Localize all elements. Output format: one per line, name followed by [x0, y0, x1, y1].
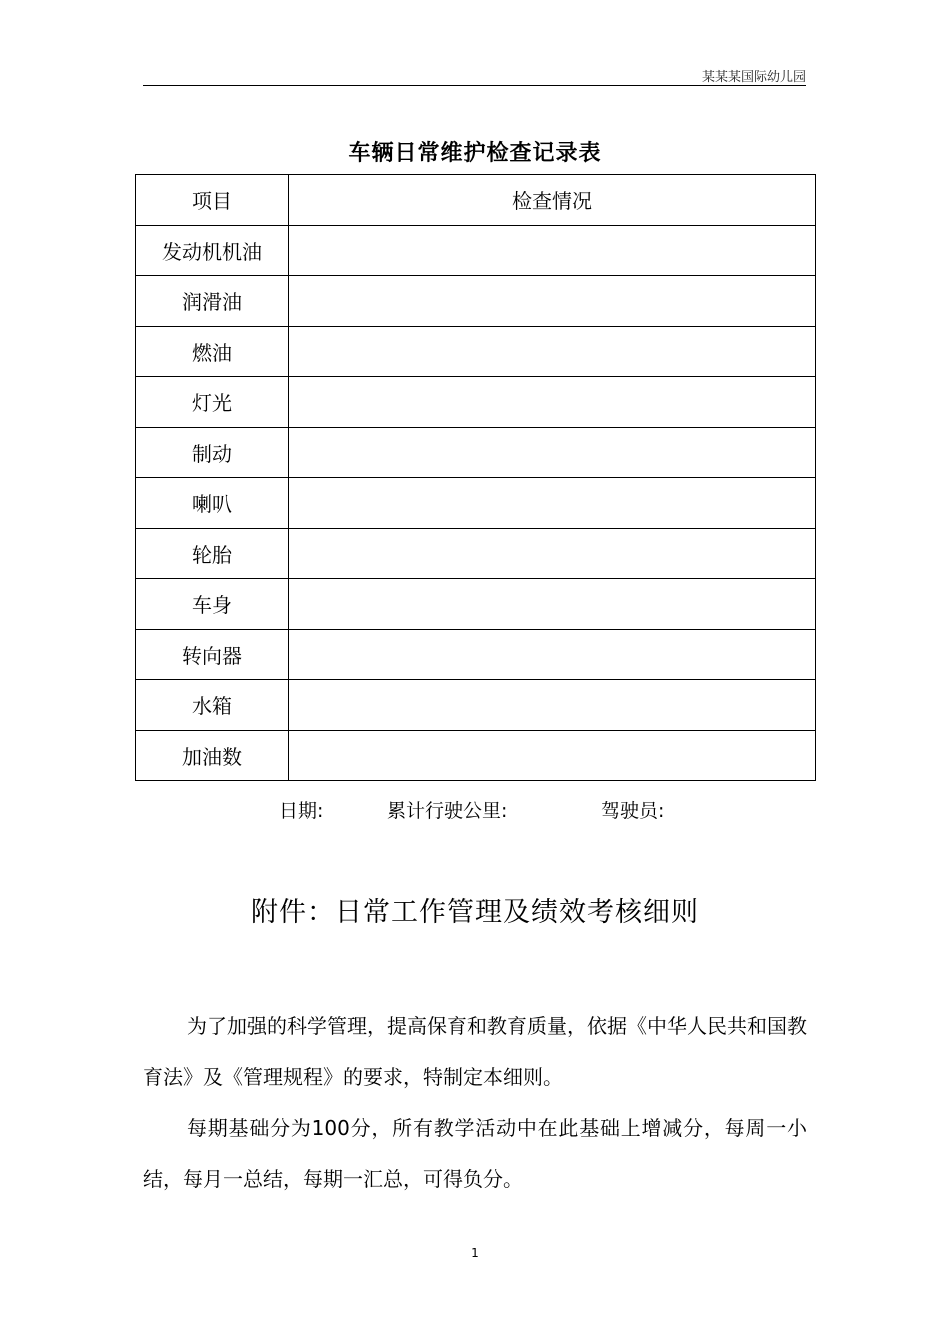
row-item-label: 车身	[136, 579, 289, 630]
row-item-label: 燃油	[136, 326, 289, 377]
header-divider	[143, 85, 806, 86]
page-number: 1	[471, 1246, 479, 1260]
row-status-cell[interactable]	[289, 326, 816, 377]
row-item-label: 灯光	[136, 377, 289, 428]
row-status-cell[interactable]	[289, 225, 816, 276]
row-status-cell[interactable]	[289, 680, 816, 731]
table-row	[136, 730, 816, 781]
row-item-label: 制动	[136, 427, 289, 478]
row-item-label: 发动机机油	[136, 225, 289, 276]
row-item-label: 水箱	[136, 680, 289, 731]
row-item-label: 喇叭	[136, 478, 289, 529]
inspection-table	[135, 174, 816, 781]
row-status-cell[interactable]	[289, 427, 816, 478]
table-row	[136, 225, 816, 276]
row-status-cell[interactable]	[289, 528, 816, 579]
annex-paragraph-2: 每期基础分为100分，所有教学活动中在此基础上增减分，每周一小结，每月一总结，每期一汇总，可得负分。	[143, 1116, 807, 1191]
table-header-row	[136, 175, 816, 226]
table-row	[136, 579, 816, 630]
table-title: 车辆日常维护检查记录表	[348, 141, 602, 166]
table-row	[136, 680, 816, 731]
driver-label: 驾驶员:	[601, 800, 665, 822]
table-row	[136, 427, 816, 478]
row-status-cell[interactable]	[289, 377, 816, 428]
annex-paragraph-1: 为了加强的科学管理，提高保育和教育质量，依据《中华人民共和国教育法》及《管理规程》的要求，特制定本细则。	[143, 1014, 807, 1089]
row-item-label: 转向器	[136, 629, 289, 680]
row-status-cell[interactable]	[289, 478, 816, 529]
table-row	[136, 377, 816, 428]
row-status-cell[interactable]	[289, 276, 816, 327]
signature-fields	[279, 796, 664, 823]
row-item-label: 润滑油	[136, 276, 289, 327]
table-row	[136, 326, 816, 377]
annex-title: 附件：日常工作管理及绩效考核细则	[251, 897, 699, 928]
row-item-label: 加油数	[136, 730, 289, 781]
row-status-cell[interactable]	[289, 579, 816, 630]
table-row	[136, 629, 816, 680]
mileage-label: 累计行驶公里:	[387, 800, 508, 822]
row-status-cell[interactable]	[289, 629, 816, 680]
column-header-item: 项目	[136, 175, 289, 226]
table-row	[136, 478, 816, 529]
date-label: 日期:	[279, 800, 324, 822]
table-row	[136, 528, 816, 579]
table-row	[136, 276, 816, 327]
header-org-name: 某某某国际幼儿园	[701, 70, 806, 85]
row-status-cell[interactable]	[289, 730, 816, 781]
row-item-label: 轮胎	[136, 528, 289, 579]
column-header-status: 检查情况	[289, 175, 816, 226]
